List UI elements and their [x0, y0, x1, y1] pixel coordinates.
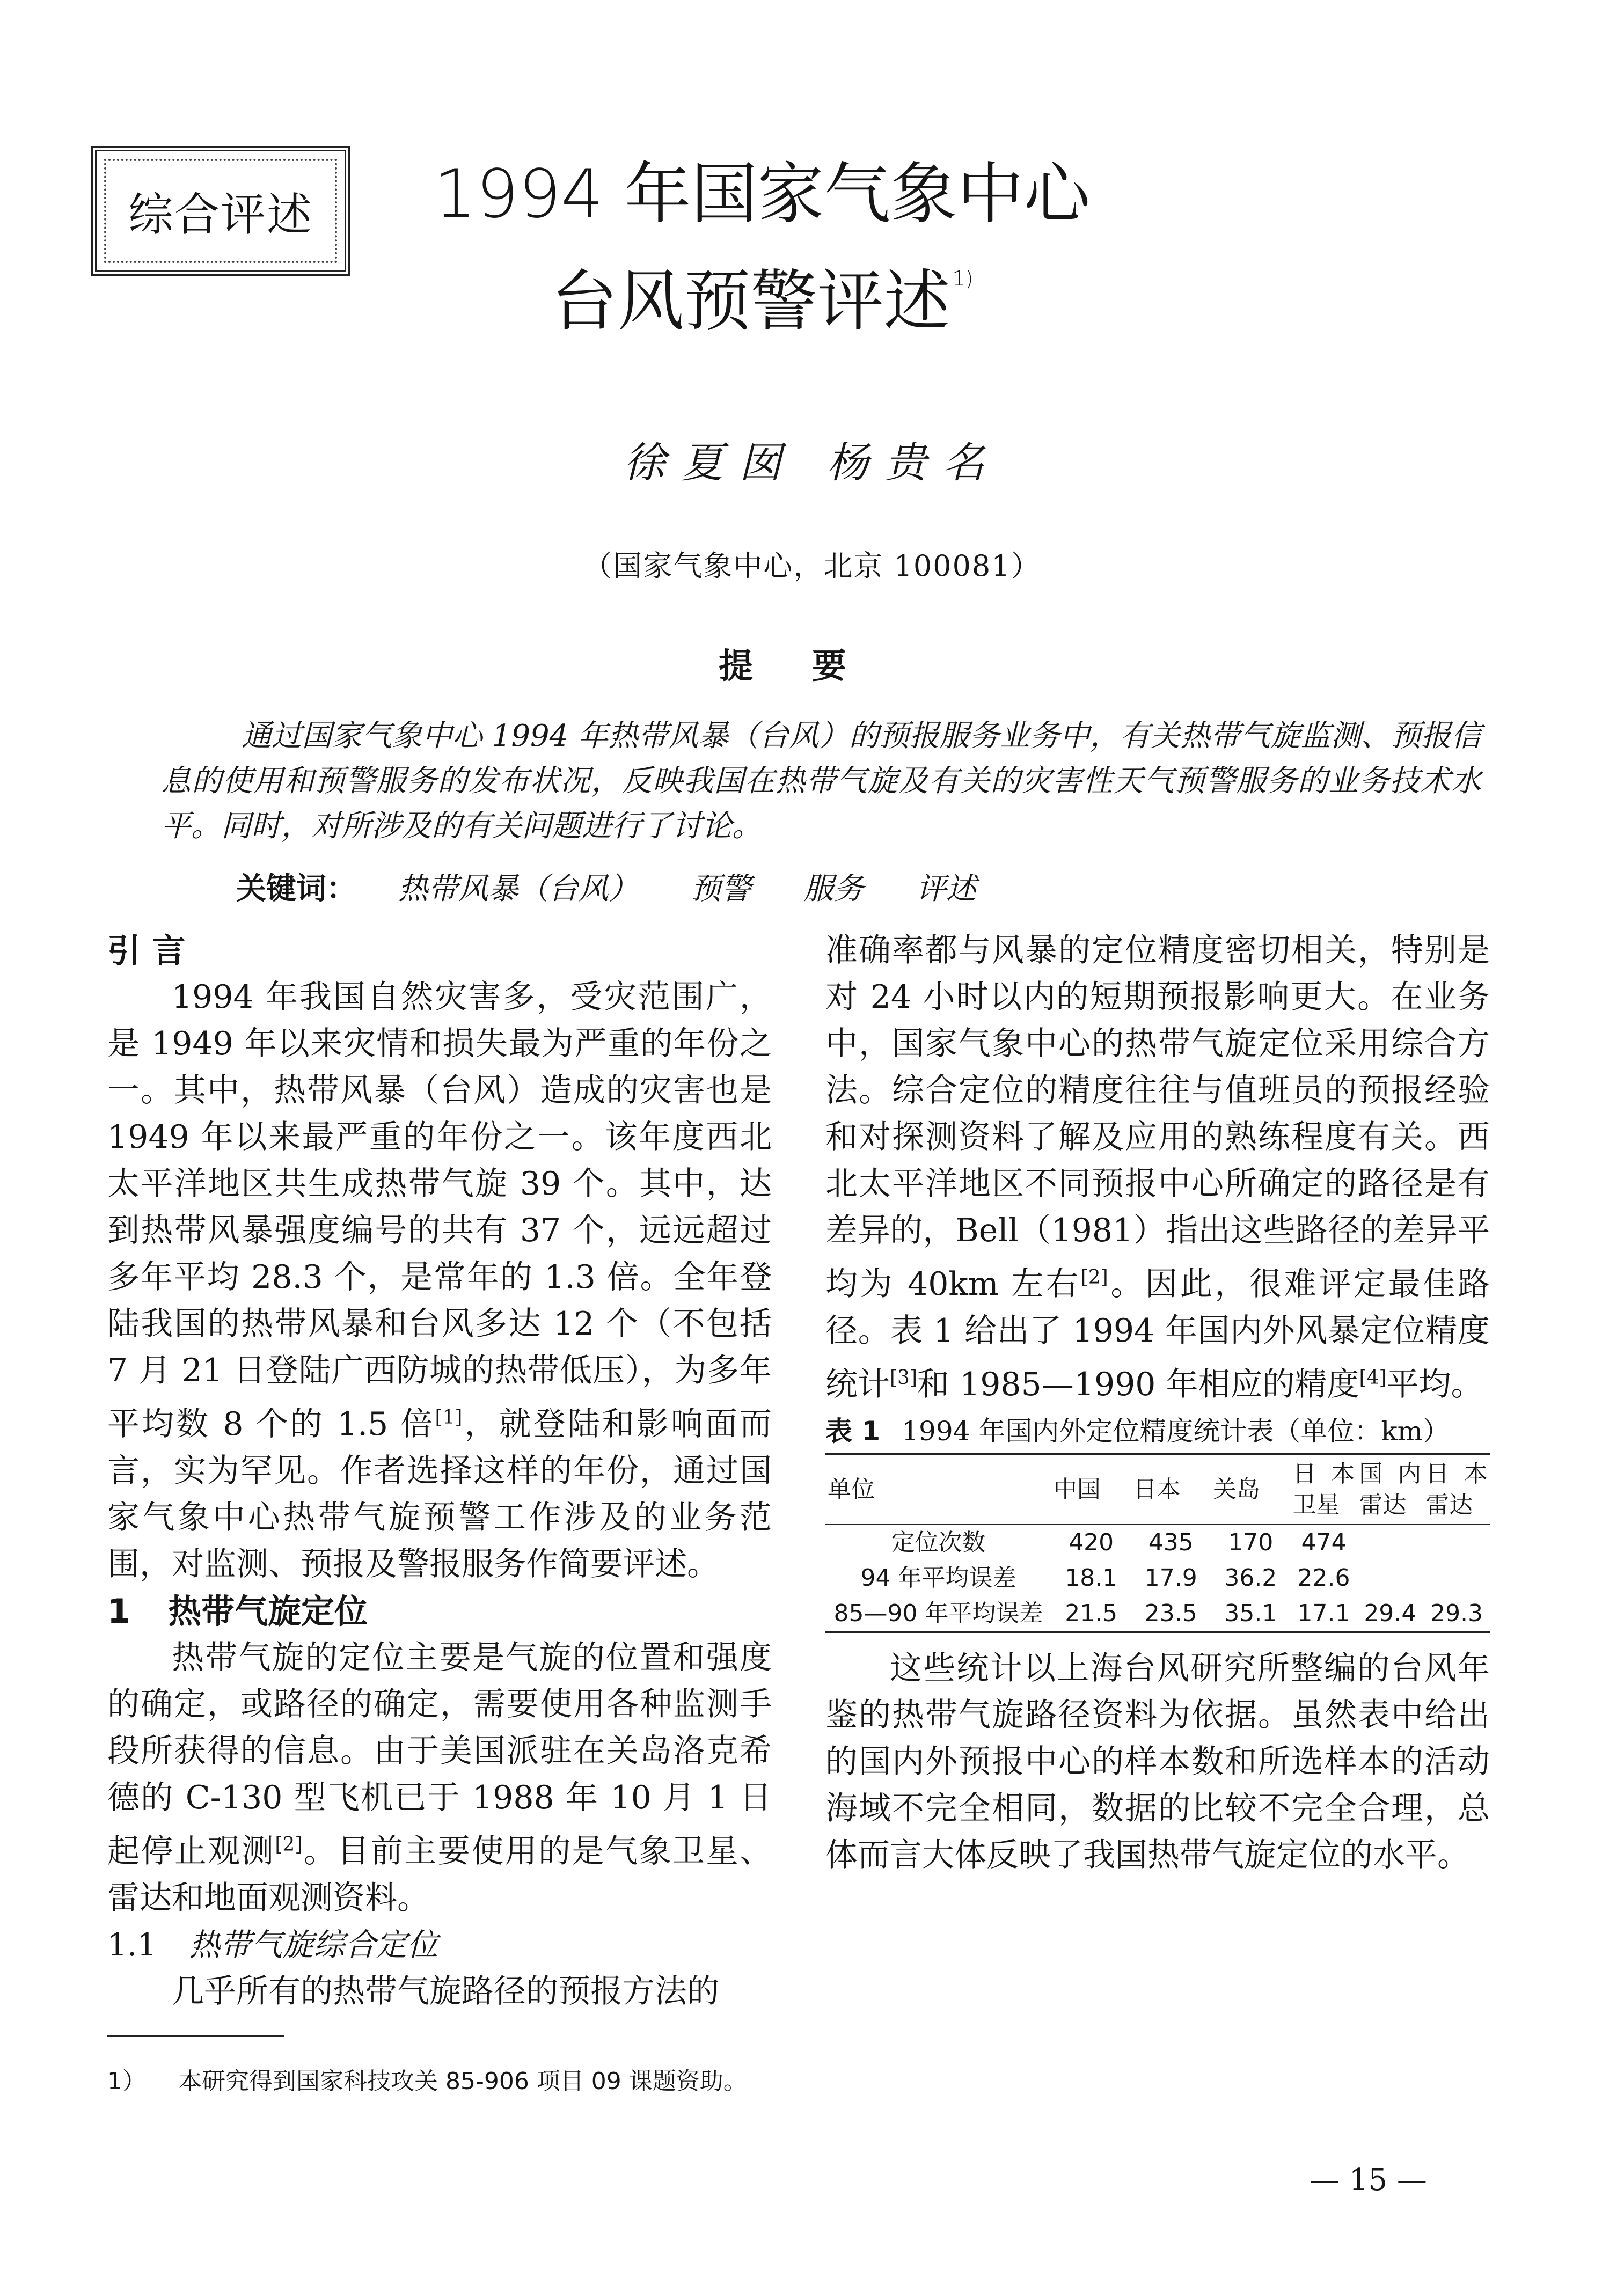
table-caption-text: 1994 年国内外定位精度统计表（单位：km） — [902, 1416, 1450, 1447]
section-1-1-paragraph: 几乎所有的热带气旋路径的预报方法的 — [172, 1973, 719, 2010]
table-header: 日本雷达 — [1423, 1454, 1490, 1525]
table-cell — [1357, 1561, 1423, 1596]
abstract-heading: 提要 — [719, 647, 905, 686]
footnote — [107, 2062, 747, 2096]
section-1-heading — [107, 1588, 772, 1635]
citation: [2] — [275, 1834, 303, 1856]
intro-heading: 引 言 — [107, 931, 186, 970]
footnote-rule — [107, 2035, 284, 2037]
section-badge — [91, 146, 350, 276]
table-cell: 420 — [1069, 1529, 1114, 1556]
table-header: 中国 — [1051, 1454, 1131, 1525]
right-text-b: 。因此，很难评定最佳路径。表 1 给出了 1994 年国内外风暴定位精度统计 — [825, 1265, 1490, 1403]
table-caption — [825, 1412, 1490, 1450]
section-1-text-end: 。目前主要使用的是气象卫星、雷达和地面观测资料。 — [107, 1833, 772, 1917]
section-title: 热带气旋定位 — [168, 1592, 368, 1631]
right-paragraph-1 — [825, 927, 1490, 1408]
section-badge-label: 综合评述 — [128, 188, 313, 241]
table-header: 国内雷达 — [1357, 1454, 1423, 1525]
citation: [4] — [1359, 1367, 1387, 1389]
table-1 — [825, 1453, 1490, 1633]
citation: [3] — [890, 1367, 917, 1389]
section-number: 1.1 — [107, 1926, 157, 1963]
authors: 徐夏囡 杨贵名 — [623, 439, 1001, 487]
keywords-label: 关键词： — [236, 871, 356, 906]
table-header-row — [825, 1454, 1490, 1525]
abstract-text: 通过国家气象中心 1994 年热带风暴（台风）的预报服务业务中，有关热带气旋监测、预报信息的使用和预警服务的发布状况，反映我国在热带气旋及有关的灾害性天气预警服务的业务技术水平。同时，对所涉及的有关问题进行了讨论。 — [161, 719, 1481, 844]
title-line-1: 1994 年国家气象中心 — [434, 156, 1091, 233]
table-header: 日本 — [1131, 1454, 1211, 1525]
table-cell: 170 — [1228, 1529, 1274, 1556]
keyword: 评述 — [916, 871, 977, 906]
table-row-label: 定位次数 — [891, 1529, 986, 1556]
intro-paragraph — [107, 974, 772, 1588]
section-1-1-heading — [107, 1922, 772, 1968]
intro-text: 1994 年我国自然灾害多，受灾范围广，是 1949 年以来灾情和损失最为严重的年份之一。其中，热带风暴（台风）造成的灾害也是 1949 年以来最严重的年份之一。该年度西北太平洋地区共生成热带气旋 39 个。其中，达到热带风暴强度编号的共有 37 个，远远超过多年平均 28.3 个，是常年的 1.3 倍。全年登陆我国的热带风暴和台风多达 12 个（不包括 7 月 21 日登陆广西防城的热带低压），为多年平均数 8 个的 1.5 倍 — [107, 978, 772, 1443]
table-label: 表 1 — [825, 1416, 881, 1447]
table-cell — [1423, 1561, 1490, 1596]
table-cell: 35.1 — [1224, 1600, 1277, 1627]
footnote-mark: 1） — [107, 2068, 146, 2095]
table-cell — [1423, 1525, 1490, 1561]
keywords — [236, 865, 1019, 908]
right-column — [825, 927, 1490, 1879]
keyword: 预警 — [691, 871, 751, 906]
table-cell — [1357, 1525, 1423, 1561]
table-row-label: 94 年平均误差 — [860, 1564, 1016, 1592]
table-row — [825, 1596, 1490, 1632]
affiliation: （国家气象中心，北京 100081） — [583, 549, 1041, 583]
right-text-c: 和 1985—1990 年相应的精度 — [917, 1366, 1359, 1403]
table-header: 关岛 — [1211, 1454, 1291, 1525]
table-cell: 474 — [1301, 1529, 1347, 1556]
table-cell: 18.1 — [1065, 1564, 1118, 1592]
intro-text-end: ，就登陆和影响面而言，实为罕见。作者选择这样的年份，通过国家气象中心热带气旋预警工作涉及的业务范围，对监测、预报及警报服务作简要评述。 — [107, 1405, 772, 1583]
citation: [2] — [1080, 1266, 1108, 1288]
title-line-2 — [376, 263, 1148, 340]
section-number: 1 — [107, 1592, 131, 1631]
section-1-text: 热带气旋的定位主要是气旋的位置和强度的确定，或路径的确定，需要使用各种监测手段所获得的信息。由于美国派驻在关岛洛克希德的 C-130 型飞机已于 1988 年 10 月 1 日起停止观测 — [107, 1639, 772, 1870]
table-cell: 23.5 — [1144, 1600, 1197, 1627]
section-1-paragraph — [107, 1635, 772, 1922]
right-text-a: 准确率都与风暴的定位精度密切相关，特别是对 24 小时以内的短期预报影响更大。在业务中，国家气象中心的热带气旋定位采用综合方法。综合定位的精度往往与值班员的预报经验和对探测资料了解及应用的熟练程度有关。西北太平洋地区不同预报中心所确定的路径是有差异的，Bell（1981）指出这些路径的差异平均为 40km 左右 — [825, 932, 1490, 1303]
table-header: 单位 — [825, 1454, 1051, 1525]
table-cell: 435 — [1148, 1529, 1194, 1556]
table-row-label: 85—90 年平均误差 — [833, 1600, 1043, 1627]
table-cell: 29.4 — [1364, 1600, 1417, 1627]
section-title: 热带气旋综合定位 — [189, 1926, 438, 1963]
title-line-2-text: 台风预警评述 — [551, 263, 950, 340]
left-column — [107, 927, 772, 2015]
right-paragraph-2: 这些统计以上海台风研究所整编的台风年鉴的热带气旋路径资料为依据。虽然表中给出的国内外预报中心的样本数和所选样本的活动海域不完全相同，数据的比较不完全合理，总体而言大体反映了我国热带气旋定位的水平。 — [825, 1650, 1490, 1874]
keyword: 热带风暴（台风） — [398, 871, 639, 906]
table-cell: 21.5 — [1065, 1600, 1118, 1627]
title-footnote-mark: 1) — [952, 267, 974, 290]
page-number: — 15 — — [1310, 2163, 1427, 2197]
table-cell: 22.6 — [1297, 1564, 1350, 1592]
right-text-d: 平均。 — [1386, 1366, 1483, 1403]
citation: [1] — [435, 1406, 463, 1428]
table-row — [825, 1561, 1490, 1596]
footnote-text: 本研究得到国家科技攻关 85-906 项目 09 课题资助。 — [178, 2068, 747, 2095]
table-cell: 17.1 — [1297, 1600, 1350, 1627]
table-cell: 36.2 — [1224, 1564, 1277, 1592]
keyword: 服务 — [803, 871, 864, 906]
table-row — [825, 1525, 1490, 1561]
table-header: 日本卫星 — [1291, 1454, 1357, 1525]
table-cell: 29.3 — [1430, 1600, 1483, 1627]
table-cell: 17.9 — [1144, 1564, 1197, 1592]
